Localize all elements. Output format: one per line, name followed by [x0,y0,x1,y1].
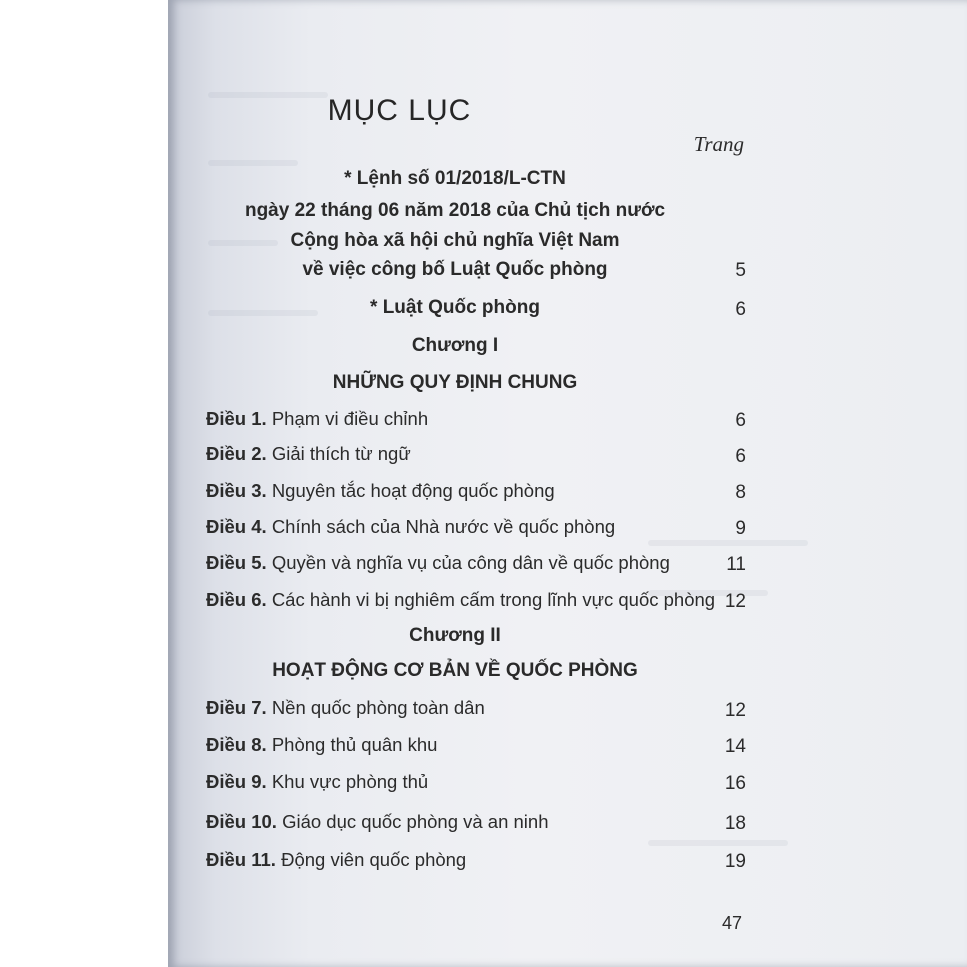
article-title: Khu vực phòng thủ [271,771,429,792]
toc-entry [206,408,428,430]
article-title: Phạm vi điều chỉnh [271,408,429,429]
toc-entry-page: 19 [724,851,746,872]
chapter-2-label: Chương II [409,625,501,646]
article-number: Điều 2. [206,443,267,464]
toc-entry-page: 6 [735,410,746,431]
decree-country-line: Cộng hòa xã hội chủ nghĩa Việt Nam [290,230,620,251]
toc-entry [206,480,555,502]
article-title: Động viên quốc phòng [281,849,467,870]
toc-entry [206,811,549,833]
toc-entry [206,589,715,611]
decree-subject-line: về việc công bố Luật Quốc phòng [302,259,608,280]
decree-heading: * Lệnh số 01/2018/L-CTN [344,168,566,189]
article-title: Nguyên tắc hoạt động quốc phòng [271,480,555,501]
bleed-through-text [648,540,808,546]
toc-entry-page: 16 [724,773,746,794]
article-number: Điều 8. [206,734,267,755]
article-number: Điều 10. [206,811,277,832]
toc-entry-page: 12 [724,591,746,612]
article-title: Giáo dục quốc phòng và an ninh [282,811,549,832]
chapter-2-title: HOẠT ĐỘNG CƠ BẢN VỀ QUỐC PHÒNG [272,660,638,681]
background-margin [0,0,168,967]
article-title: Quyền và nghĩa vụ của công dân về quốc phòng [271,552,670,573]
article-title: Phòng thủ quân khu [271,734,438,755]
toc-entry-page: 18 [724,813,746,834]
toc-entry [206,771,428,793]
article-title: Nền quốc phòng toàn dân [271,697,485,718]
chapter-1-title: NHỮNG QUY ĐỊNH CHUNG [332,372,578,393]
chapter-1-label: Chương I [411,335,499,356]
toc-entry-page: 14 [724,736,746,757]
toc-entry [206,443,411,465]
toc-entry [206,516,615,538]
toc-entry-page: 11 [726,554,746,575]
bleed-through-text [208,160,298,166]
article-number: Điều 3. [206,480,267,501]
decree-date-line: ngày 22 tháng 06 năm 2018 của Chủ tịch nước [244,200,666,221]
decree-page-number: 5 [735,260,746,281]
article-number: Điều 11. [206,849,276,870]
article-number: Điều 4. [206,516,267,537]
article-number: Điều 1. [206,408,267,429]
toc-entry [206,734,437,756]
toc-entry [206,552,670,574]
page-title: MỤC LỤC [327,94,472,127]
article-number: Điều 5. [206,552,267,573]
toc-entry-page: 9 [735,518,746,539]
bleed-through-text [648,840,788,846]
toc-entry-page: 12 [724,700,746,721]
law-page-number: 6 [735,299,746,320]
article-number: Điều 7. [206,697,267,718]
toc-entry-page: 6 [735,446,746,467]
toc-entry-page: 8 [735,482,746,503]
article-title: Các hành vi bị nghiêm cấm trong lĩnh vực quốc phòng [271,589,716,610]
page-column-label: Trang [693,132,744,156]
article-number: Điều 9. [206,771,267,792]
article-title: Chính sách của Nhà nước về quốc phòng [271,516,616,537]
page-number: 47 [721,913,742,933]
article-number: Điều 6. [206,589,267,610]
article-title: Giải thích từ ngữ [271,443,411,464]
toc-entry [206,849,466,871]
law-heading: * Luật Quốc phòng [370,297,540,318]
toc-entry [206,697,485,719]
